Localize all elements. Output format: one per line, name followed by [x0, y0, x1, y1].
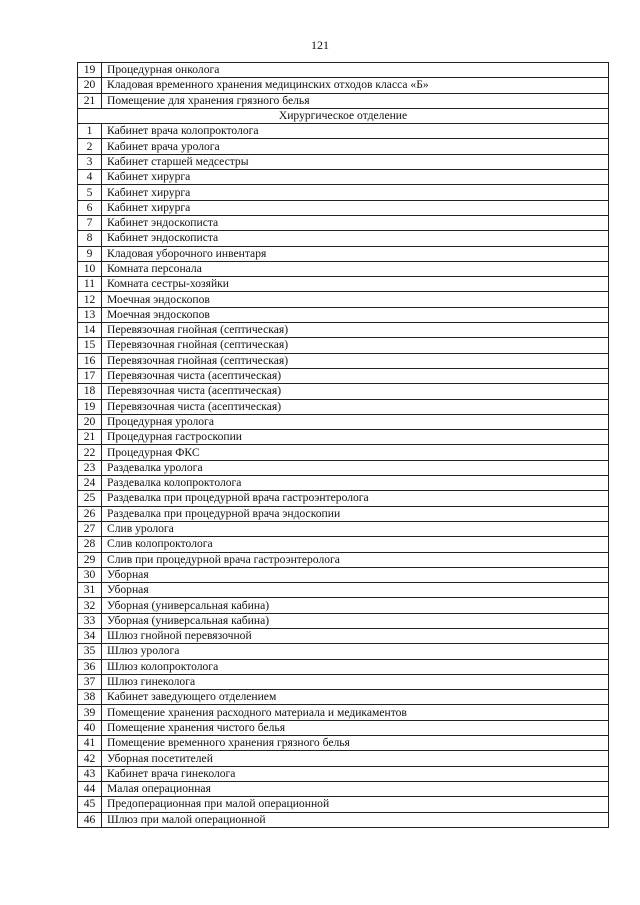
room-name: Комната сестры-хозяйки — [102, 277, 609, 292]
table-row — [78, 93, 609, 108]
room-name: Кабинет заведующего отделением — [102, 690, 609, 705]
table-row — [78, 690, 609, 705]
row-number: 10 — [78, 261, 102, 276]
page-number: 121 — [311, 38, 329, 52]
row-number: 8 — [78, 231, 102, 246]
table-row — [78, 720, 609, 735]
room-name: Слив при процедурной врача гастроэнтеролога — [102, 552, 609, 567]
table-row — [78, 353, 609, 368]
table-row — [78, 476, 609, 491]
table-row — [78, 797, 609, 812]
table-row — [78, 567, 609, 582]
row-number: 22 — [78, 445, 102, 460]
table-row — [78, 63, 609, 78]
room-name: Перевязочная гнойная (септическая) — [102, 338, 609, 353]
row-number: 33 — [78, 613, 102, 628]
table-row — [78, 537, 609, 552]
room-name: Уборная — [102, 583, 609, 598]
row-number: 35 — [78, 644, 102, 659]
table-row — [78, 552, 609, 567]
room-name: Шлюз при малой операционной — [102, 812, 609, 827]
row-number: 45 — [78, 797, 102, 812]
room-name: Моечная эндоскопов — [102, 292, 609, 307]
row-number: 34 — [78, 628, 102, 643]
row-number: 14 — [78, 323, 102, 338]
row-number: 42 — [78, 751, 102, 766]
row-number: 29 — [78, 552, 102, 567]
table-row — [78, 307, 609, 322]
room-name: Комната персонала — [102, 261, 609, 276]
table-row — [78, 384, 609, 399]
table-row — [78, 215, 609, 230]
table-row — [78, 246, 609, 261]
row-number: 20 — [78, 78, 102, 93]
row-number: 43 — [78, 766, 102, 781]
table-row — [78, 414, 609, 429]
table-row — [78, 231, 609, 246]
room-name: Кабинет эндоскописта — [102, 215, 609, 230]
row-number: 3 — [78, 154, 102, 169]
room-name: Шлюз уролога — [102, 644, 609, 659]
table-row — [78, 460, 609, 475]
room-name: Кладовая уборочного инвентаря — [102, 246, 609, 261]
row-number: 27 — [78, 521, 102, 536]
row-number: 40 — [78, 720, 102, 735]
table-row — [78, 124, 609, 139]
room-name: Уборная (универсальная кабина) — [102, 613, 609, 628]
table-row — [78, 277, 609, 292]
room-name: Кабинет врача гинеколога — [102, 766, 609, 781]
row-number: 1 — [78, 124, 102, 139]
room-name: Помещение временного хранения грязного белья — [102, 736, 609, 751]
room-name: Шлюз гинеколога — [102, 674, 609, 689]
row-number: 25 — [78, 491, 102, 506]
room-name: Помещение для хранения грязного белья — [102, 93, 609, 108]
row-number: 31 — [78, 583, 102, 598]
room-name: Кабинет хирурга — [102, 185, 609, 200]
row-number: 12 — [78, 292, 102, 307]
room-name: Шлюз гнойной перевязочной — [102, 628, 609, 643]
room-name: Кабинет врача колопроктолога — [102, 124, 609, 139]
row-number: 46 — [78, 812, 102, 827]
row-number: 39 — [78, 705, 102, 720]
row-number: 26 — [78, 506, 102, 521]
row-number: 16 — [78, 353, 102, 368]
room-name: Раздевалка уролога — [102, 460, 609, 475]
row-number: 21 — [78, 93, 102, 108]
table-row — [78, 781, 609, 796]
row-number: 11 — [78, 277, 102, 292]
row-number: 4 — [78, 170, 102, 185]
table-row — [78, 521, 609, 536]
table-row — [78, 185, 609, 200]
row-number: 38 — [78, 690, 102, 705]
rooms-table-body — [78, 63, 609, 828]
table-row — [78, 154, 609, 169]
room-name: Перевязочная гнойная (септическая) — [102, 323, 609, 338]
table-row — [78, 659, 609, 674]
room-name: Процедурная гастроскопии — [102, 430, 609, 445]
table-row — [78, 170, 609, 185]
section-title: Хирургическое отделение — [78, 108, 609, 123]
row-number: 13 — [78, 307, 102, 322]
room-name: Предоперационная при малой операционной — [102, 797, 609, 812]
room-name: Шлюз колопроктолога — [102, 659, 609, 674]
table-row — [78, 766, 609, 781]
row-number: 7 — [78, 215, 102, 230]
room-name: Кабинет хирурга — [102, 200, 609, 215]
table-row — [78, 445, 609, 460]
table-row — [78, 583, 609, 598]
table-row — [78, 139, 609, 154]
rooms-table — [77, 62, 609, 828]
row-number: 5 — [78, 185, 102, 200]
table-row — [78, 338, 609, 353]
table-row — [78, 261, 609, 276]
row-number: 19 — [78, 63, 102, 78]
room-name: Помещение хранения расходного материала и медикаментов — [102, 705, 609, 720]
table-row — [78, 368, 609, 383]
row-number: 15 — [78, 338, 102, 353]
row-number: 18 — [78, 384, 102, 399]
table-row — [78, 613, 609, 628]
row-number: 41 — [78, 736, 102, 751]
row-number: 24 — [78, 476, 102, 491]
row-number: 44 — [78, 781, 102, 796]
table-row — [78, 628, 609, 643]
row-number: 32 — [78, 598, 102, 613]
table-row — [78, 705, 609, 720]
table-row — [78, 736, 609, 751]
room-name: Перевязочная гнойная (септическая) — [102, 353, 609, 368]
row-number: 23 — [78, 460, 102, 475]
section-header-row — [78, 108, 609, 123]
row-number: 30 — [78, 567, 102, 582]
room-name: Помещение хранения чистого белья — [102, 720, 609, 735]
room-name: Моечная эндоскопов — [102, 307, 609, 322]
room-name: Перевязочная чиста (асептическая) — [102, 399, 609, 414]
room-name: Слив колопроктолога — [102, 537, 609, 552]
row-number: 19 — [78, 399, 102, 414]
table-row — [78, 751, 609, 766]
row-number: 21 — [78, 430, 102, 445]
room-name: Уборная (универсальная кабина) — [102, 598, 609, 613]
room-name: Кладовая временного хранения медицинских отходов класса «Б» — [102, 78, 609, 93]
table-row — [78, 812, 609, 827]
table-row — [78, 506, 609, 521]
row-number: 37 — [78, 674, 102, 689]
room-name: Кабинет старшей медсестры — [102, 154, 609, 169]
room-name: Малая операционная — [102, 781, 609, 796]
row-number: 9 — [78, 246, 102, 261]
table-row — [78, 399, 609, 414]
room-name: Процедурная уролога — [102, 414, 609, 429]
table-row — [78, 200, 609, 215]
row-number: 36 — [78, 659, 102, 674]
room-name: Процедурная онколога — [102, 63, 609, 78]
room-name: Уборная посетителей — [102, 751, 609, 766]
table-row — [78, 598, 609, 613]
room-name: Перевязочная чиста (асептическая) — [102, 384, 609, 399]
room-name: Раздевалка колопроктолога — [102, 476, 609, 491]
table-row — [78, 78, 609, 93]
table-row — [78, 644, 609, 659]
table-row — [78, 292, 609, 307]
row-number: 17 — [78, 368, 102, 383]
room-name: Процедурная ФКС — [102, 445, 609, 460]
room-name: Перевязочная чиста (асептическая) — [102, 368, 609, 383]
room-name: Раздевалка при процедурной врача гастроэнтеролога — [102, 491, 609, 506]
table-row — [78, 430, 609, 445]
row-number: 2 — [78, 139, 102, 154]
room-name: Слив уролога — [102, 521, 609, 536]
row-number: 6 — [78, 200, 102, 215]
row-number: 28 — [78, 537, 102, 552]
table-row — [78, 323, 609, 338]
room-name: Раздевалка при процедурной врача эндоскопии — [102, 506, 609, 521]
room-name: Кабинет эндоскописта — [102, 231, 609, 246]
room-name: Кабинет врача уролога — [102, 139, 609, 154]
room-name: Кабинет хирурга — [102, 170, 609, 185]
room-name: Уборная — [102, 567, 609, 582]
row-number: 20 — [78, 414, 102, 429]
table-row — [78, 674, 609, 689]
table-row — [78, 491, 609, 506]
